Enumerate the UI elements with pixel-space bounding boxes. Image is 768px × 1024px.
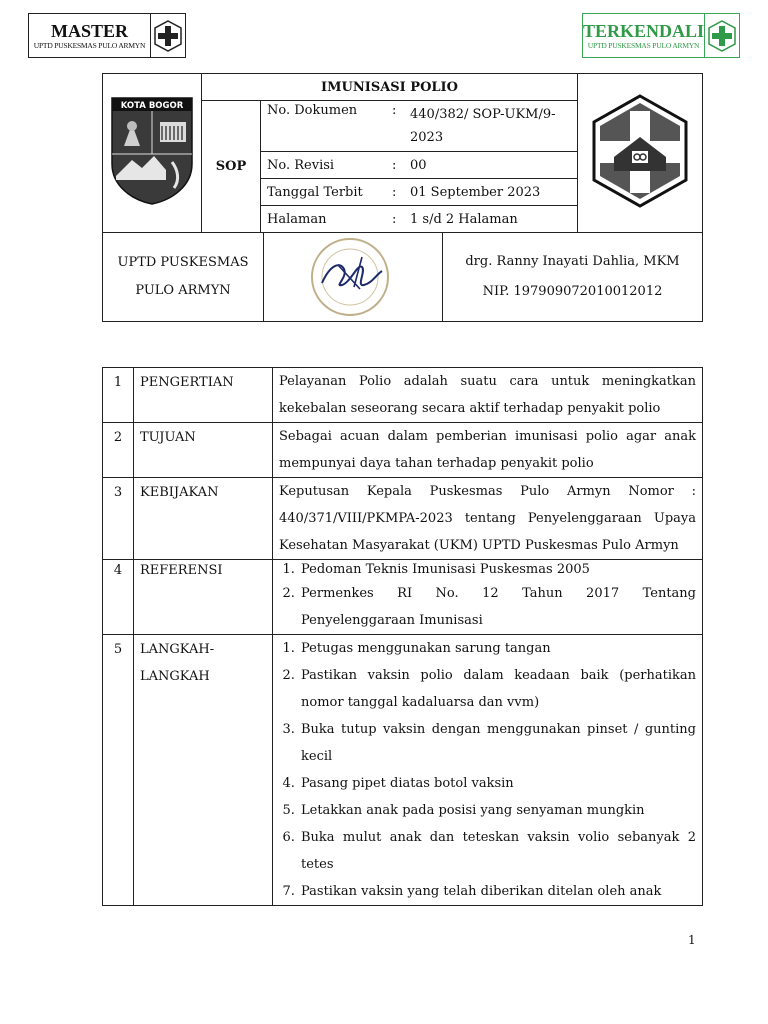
page-number: 1 [688, 933, 696, 947]
sop-label: SOP [202, 101, 261, 233]
official-nip: NIP. 197909072010012012 [482, 284, 663, 299]
section-number: 1 [103, 368, 134, 423]
separator: : [392, 211, 397, 227]
section-title: KEBIJAKAN [134, 478, 273, 560]
list-item: 1. Pedoman Teknis Imunisasi Puskesmas 2005 [299, 560, 696, 580]
issue-date-label: Tanggal Terbit [267, 184, 363, 200]
terkendali-stamp-subtitle: UPTD PUSKESMAS PULO ARMYN [587, 40, 700, 50]
list-item: 2. Permenkes RI No. 12 Tahun 2017 Tentang Penyelenggaraan Imunisasi [299, 580, 696, 634]
section-number: 5 [103, 635, 134, 906]
list-item: 7. Pastikan vaksin yang telah diberikan ditelan oleh anak [299, 878, 696, 905]
section-title: PENGERTIAN [134, 368, 273, 423]
section-text: Pelayanan Polio adalah suatu cara untuk meningkatkan kekebalan seseorang secara aktif terhadap penyakit polio [273, 368, 703, 423]
section-number: 2 [103, 423, 134, 478]
doc-number-label: No. Dokumen [267, 103, 358, 118]
organization-line1: UPTD PUSKESMAS [117, 255, 249, 270]
section-number: 3 [103, 478, 134, 560]
section-title: TUJUAN [134, 423, 273, 478]
list-item: 4. Pasang pipet diatas botol vaksin [299, 770, 696, 797]
sop-header-table [102, 73, 703, 233]
separator: : [392, 103, 397, 118]
master-stamp-subtitle: UPTD PUSKESMAS PULO ARMYN [33, 40, 146, 50]
organization-cell [103, 233, 264, 322]
list-item: 1. Petugas menggunakan sarung tangan [299, 635, 696, 662]
kota-bogor-logo-cell [103, 74, 202, 233]
section-list [273, 635, 703, 906]
separator: : [392, 157, 397, 173]
list-item: 6. Buka mulut anak dan teteskan vaksin volio sebanyak 2 tetes [299, 824, 696, 878]
table-row [103, 635, 703, 906]
page-count-value: 1 s/d 2 Halaman [410, 211, 518, 227]
kota-bogor-crest-icon [110, 96, 194, 206]
puskesmas-logo-cell [578, 74, 703, 233]
terkendali-stamp-title: TERKENDALI [583, 20, 705, 41]
puskesmas-logo-green-icon [704, 14, 739, 57]
section-text: Sebagai acuan dalam pemberian imunisasi polio agar anak mempunyai daya tahan terhadap penyakit polio [273, 423, 703, 478]
puskesmas-emblem-icon [590, 93, 690, 209]
list-item: 5. Letakkan anak pada posisi yang senyaman mungkin [299, 797, 696, 824]
terkendali-stamp [582, 13, 740, 58]
list-item: 2. Pastikan vaksin polio dalam keadaan baik (perhatikan nomor tanggal kadaluarsa dan vvm) [299, 662, 696, 716]
page-count-label: Halaman [267, 211, 327, 227]
list-item: 3. Buka tutup vaksin dengan menggunakan pinset / gunting kecil [299, 716, 696, 770]
document-title: IMUNISASI POLIO [202, 74, 578, 101]
official-name: drg. Ranny Inayati Dahlia, MKM [465, 254, 680, 269]
section-title: LANGKAH-LANGKAH [134, 635, 273, 906]
issue-date-row [261, 179, 578, 206]
table-row [103, 560, 703, 635]
master-stamp [28, 13, 186, 58]
page-count-row [261, 206, 578, 233]
master-stamp-title: MASTER [50, 20, 128, 41]
revision-value: 00 [410, 157, 427, 173]
section-list [273, 560, 703, 635]
table-row [103, 423, 703, 478]
table-row [103, 368, 703, 423]
organization-line2: PULO ARMYN [135, 283, 231, 298]
revision-row [261, 152, 578, 179]
signature-table [102, 232, 703, 322]
doc-number-value: 440/382/ SOP-UKM/9-2023 [410, 107, 556, 145]
kota-bogor-label: KOTA BOGOR [120, 101, 184, 111]
section-number: 4 [103, 560, 134, 635]
signature-with-stamp-icon [308, 235, 398, 319]
official-cell [443, 233, 703, 322]
sop-content-table [102, 367, 703, 906]
revision-label: No. Revisi [267, 157, 335, 173]
table-row [103, 478, 703, 560]
section-text: Keputusan Kepala Puskesmas Pulo Armyn Nomor : 440/371/VIII/PKMPA-2023 tentang Penyelenggaraan Upaya Kesehatan Masyarakat (UKM) UPTD Puskesmas Pulo Armyn [273, 478, 703, 560]
doc-number-row [261, 101, 578, 152]
section-title: REFERENSI [134, 560, 273, 635]
issue-date-value: 01 September 2023 [410, 184, 541, 200]
puskesmas-logo-icon [150, 14, 185, 57]
signature-stamp-cell [264, 233, 443, 322]
separator: : [392, 184, 397, 200]
